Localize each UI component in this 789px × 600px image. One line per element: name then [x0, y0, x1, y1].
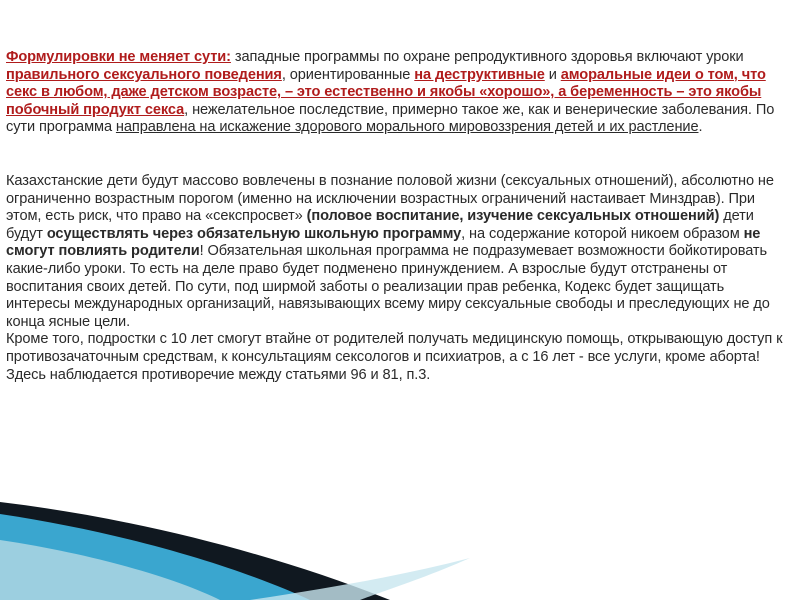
underlined-phrase: направлена на искажение здорового морального мировоззрения детей и их растление	[115, 119, 699, 136]
highlight-phrase: аморальные идеи о том, что секс в любом, даже детском возрасте, – это естественно и якобы «хорошо», а беременность – это якобы побочный продукт секса	[6, 66, 766, 118]
text-span: и	[544, 66, 561, 83]
wave-blue-band	[0, 514, 310, 600]
text-span: , нежелательное последствие, примерно такое же, как и венерические заболевания. По сути программа	[6, 101, 775, 136]
bold-phrase: осуществлять через обязательную школьную программу	[46, 225, 462, 242]
text-span: , ориентированные	[281, 66, 415, 83]
text-span: Кроме того, подростки с 10 лет смогут втайне от родителей получать медицинскую помощь, открывающую доступ к противозачаточным средствам, к консультациям сексологов и психиатров, а с 16 лет - все услуги, кроме аборта! Здесь наблюдается противоречие между статьями 96 и 81, п.3.	[6, 331, 783, 383]
text-span: .	[698, 119, 703, 136]
heading-phrase: Формулировки не меняет сути:	[6, 49, 231, 65]
bold-phrase: не смогут повлиять родители	[6, 225, 761, 260]
paragraph-2	[6, 173, 788, 331]
wave-light-band	[0, 540, 220, 600]
text-span: Казахстанские дети будут массово вовлечены в познание половой жизни (сексуальных отношений), абсолютно не ограниченно возрастным порогом (именно на исключении возрастных ограничений настаивает Минздрав). При этом, есть риск, что право на «секспросвет»	[6, 172, 774, 225]
wave-decoration	[0, 480, 789, 600]
text-span: западные программы по охране репродуктивного здоровья включают уроки	[230, 49, 744, 65]
slide-text-block	[6, 49, 788, 384]
wave-dark-band	[0, 502, 390, 600]
wave-light-stripe	[250, 558, 470, 600]
bold-phrase: (половое воспитание, изучение сексуальных отношений)	[306, 208, 720, 225]
highlight-phrase: на деструктивные	[414, 66, 545, 83]
text-span: ! Обязательная школьная программа не подразумевает возможности бойкотировать какие-либо уроки. То есть на деле право будет подменено принуждением. А взрослые будут отстранены от воспитания своих детей. По сути, под ширмой заботы о реализации прав ребенка, Кодекс будет защищать интересы международных организаций, навязывающих всему миру сексуальные свободы и преследующих не до конца ясные цели.	[6, 243, 770, 330]
text-span: , на содержание которой никоем образом	[461, 225, 744, 242]
paragraph-1	[6, 49, 788, 137]
paragraph-3	[6, 331, 788, 384]
text-span: дети будут	[6, 208, 754, 242]
highlight-phrase: правильного сексуального поведения	[6, 66, 282, 83]
paragraph-gap	[6, 137, 788, 173]
